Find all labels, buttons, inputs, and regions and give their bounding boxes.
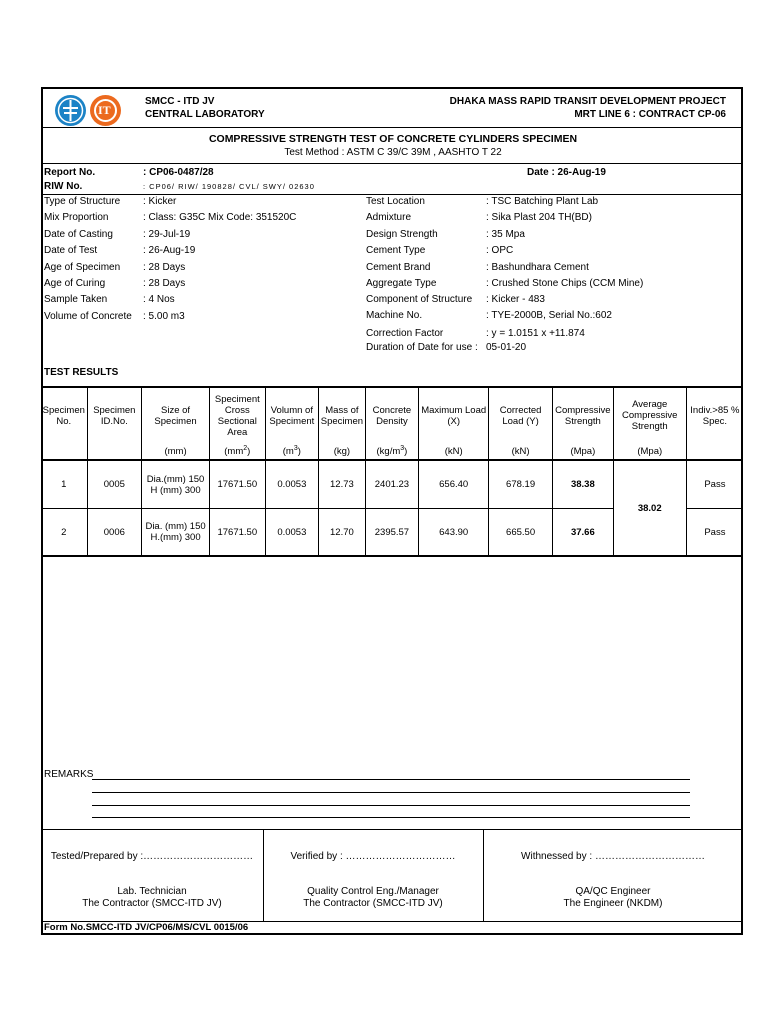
field-value: : Crushed Stone Chips (CCM Mine) [486, 278, 644, 289]
col-header: Corrected Load (Y) [489, 387, 553, 443]
cell-mass: 12.73 [319, 460, 366, 509]
field-label: Duration of Date for use : [366, 342, 478, 353]
field-value: : Class: G35C Mix Code: 351520C [143, 212, 297, 223]
contract-name: MRT LINE 6 : CONTRACT CP-06 [574, 109, 726, 120]
unit-cell: (kN) [489, 443, 553, 460]
table-units-row [41, 443, 743, 460]
remarks-line [92, 805, 690, 806]
remarks-line [92, 792, 690, 793]
form-number: Form No.SMCC-ITD JV/CP06/MS/CVL 0015/06 [44, 922, 249, 933]
cell-result: Pass [686, 460, 743, 509]
unit-text: (mm [224, 445, 244, 457]
field-value: : TSC Batching Plant Lab [486, 196, 599, 207]
unit-text: (kg/m [376, 445, 401, 457]
col-header: Specimen No. [41, 387, 87, 443]
field-label: Date of Casting [44, 229, 113, 240]
divider [41, 163, 743, 164]
field-label: Age of Curing [44, 278, 106, 289]
report-no-label: Report No. [44, 167, 96, 178]
divider [41, 194, 743, 195]
col-header: Mass of Specimen [319, 387, 366, 443]
smcc-logo-mark [55, 95, 86, 126]
field-label: Cement Brand [366, 262, 431, 273]
table-header-row [41, 387, 743, 443]
field-label: Cement Type [366, 245, 426, 256]
unit-cell: $(kg/m^3)$ [365, 443, 419, 460]
col-header: Indiv.>85 % Spec. [686, 387, 743, 443]
field-value: : 35 Mpa [486, 229, 525, 240]
field-value: : 26-Aug-19 [143, 245, 196, 256]
cell-max-load: 643.90 [419, 509, 489, 557]
itd-logo-text: IT [98, 103, 111, 117]
field-value: : 4 Nos [143, 294, 175, 305]
cell-volume: 0.0053 [265, 460, 319, 509]
unit-cell [686, 443, 743, 460]
unit-text: (m [282, 445, 294, 457]
field-label: Machine No. [366, 310, 423, 321]
cell-area: 17671.50 [210, 460, 266, 509]
unit-sup: 3 [400, 444, 405, 452]
unit-cell: (Mpa) [552, 443, 613, 460]
cell-max-load: 656.40 [419, 460, 489, 509]
riw-value: : CP06/ RIW/ 190828/ CVL/ SWY/ 02630 [143, 182, 315, 191]
field-label: Type of Structure [44, 196, 121, 207]
cell-size: Dia. (mm) 150 H.(mm) 300 [142, 509, 210, 557]
cell-id: 0005 [87, 460, 142, 509]
unit-sup: 3 [293, 444, 298, 452]
field-value: : Kicker - 483 [486, 294, 545, 305]
unit-cell: (Mpa) [613, 443, 686, 460]
cell-volume: 0.0053 [265, 509, 319, 557]
unit-cell [87, 443, 142, 460]
cell-corrected-load: 678.19 [489, 460, 553, 509]
sign-org: The Contractor (SMCC-ITD JV) [303, 898, 443, 909]
field-label: Correction Factor [366, 328, 444, 339]
cell-id: 0006 [87, 509, 142, 557]
field-label: Mix Proportion [44, 212, 109, 223]
field-value: : Bashundhara Cement [486, 262, 589, 273]
page-title: COMPRESSIVE STRENGTH TEST OF CONCRETE CYLINDERS SPECIMEN [208, 133, 578, 145]
test-results-heading: TEST RESULTS [44, 367, 119, 378]
unit-cell: (kN) [419, 443, 489, 460]
field-label: Sample Taken [44, 294, 108, 305]
remarks-label: REMARKS [44, 769, 94, 780]
unit-cell: $(m^3)$ [265, 443, 319, 460]
field-label: Age of Specimen [44, 262, 121, 273]
col-header: Speciment Cross Sectional Area [210, 387, 266, 443]
field-value: : Kicker [143, 196, 177, 207]
field-value: : y = 1.0151 x +11.874 [486, 328, 585, 339]
field-label: Date of Test [44, 245, 98, 256]
report-date: Date : 26-Aug-19 [527, 167, 606, 178]
unit-cell: (kg) [319, 443, 366, 460]
report-no-value: : CP06-0487/28 [143, 167, 214, 178]
unit-cell: (mm) [142, 443, 210, 460]
divider [41, 829, 743, 830]
col-header: Specimen ID.No. [87, 387, 142, 443]
cell-mass: 12.70 [319, 509, 366, 557]
project-name: DHAKA MASS RAPID TRANSIT DEVELOPMENT PROJECT [449, 96, 726, 107]
field-label: Admixture [366, 212, 412, 223]
field-label: Volume of Concrete [44, 311, 132, 322]
remarks-line [92, 779, 690, 780]
smcc-logo [55, 95, 86, 126]
field-value: : 28 Days [143, 278, 186, 289]
cell-size: Dia.(mm) 150 H (mm) 300 [142, 460, 210, 509]
sign-org: The Contractor (SMCC-ITD JV) [82, 898, 222, 909]
sign-line-tested: Tested/Prepared by :…………………………… [50, 851, 254, 862]
test-method: Test Method : ASTM C 39/C 39M , AASHTO T 22 [284, 147, 502, 158]
cell-density: 2401.23 [365, 460, 419, 509]
field-label: Test Location [366, 196, 425, 207]
col-header: Concrete Density [365, 387, 419, 443]
riw-label: RIW No. [44, 181, 83, 192]
sign-role: QA/QC Engineer [575, 886, 651, 897]
field-value: : OPC [486, 245, 514, 256]
field-value: : TYE-2000B, Serial No.:602 [486, 310, 612, 321]
cell-no: 1 [41, 460, 87, 509]
field-value: 05-01-20 [486, 342, 527, 353]
results-table [41, 386, 743, 557]
sign-line-witnessed: Withnessed by : …………………………… [521, 851, 705, 862]
col-header: Average Compressive Strength [613, 387, 686, 443]
unit-sup: 2 [243, 444, 248, 452]
field-label: Design Strength [366, 229, 438, 240]
cell-strength: 38.38 [552, 460, 613, 509]
itd-logo [90, 95, 121, 126]
remarks-line [92, 817, 690, 818]
field-label: Aggregate Type [366, 278, 437, 289]
col-header: Size of Specimen [142, 387, 210, 443]
sign-role: Quality Control Eng./Manager [307, 886, 439, 897]
cell-average-strength: 38.02 [613, 460, 686, 556]
cell-density: 2395.57 [365, 509, 419, 557]
unit-cell: $(mm^2)$ [210, 443, 266, 460]
cell-corrected-load: 665.50 [489, 509, 553, 557]
cell-no: 2 [41, 509, 87, 557]
col-header: Volumn of Speciment [265, 387, 319, 443]
col-header: Maximum Load (X) [419, 387, 489, 443]
field-value: : 28 Days [143, 262, 186, 273]
company-name: SMCC - ITD JV [145, 96, 215, 107]
field-value: : Sika Plast 204 TH(BD) [486, 212, 592, 223]
sign-line-verified: Verified by : …………………………… [290, 851, 456, 862]
table-row [41, 460, 743, 509]
cell-area: 17671.50 [210, 509, 266, 557]
col-header: Compressive Strength [552, 387, 613, 443]
cell-strength: 37.66 [552, 509, 613, 557]
divider [41, 127, 743, 128]
field-label: Component of Structure [366, 294, 473, 305]
field-value: : 29-Jul-19 [143, 229, 191, 240]
sign-role: Lab. Technician [117, 886, 187, 897]
field-value: : 5.00 m3 [143, 311, 185, 322]
cell-result: Pass [686, 509, 743, 557]
sign-org: The Engineer (NKDM) [563, 898, 663, 909]
unit-cell [41, 443, 87, 460]
lab-name: CENTRAL LABORATORY [145, 109, 265, 120]
